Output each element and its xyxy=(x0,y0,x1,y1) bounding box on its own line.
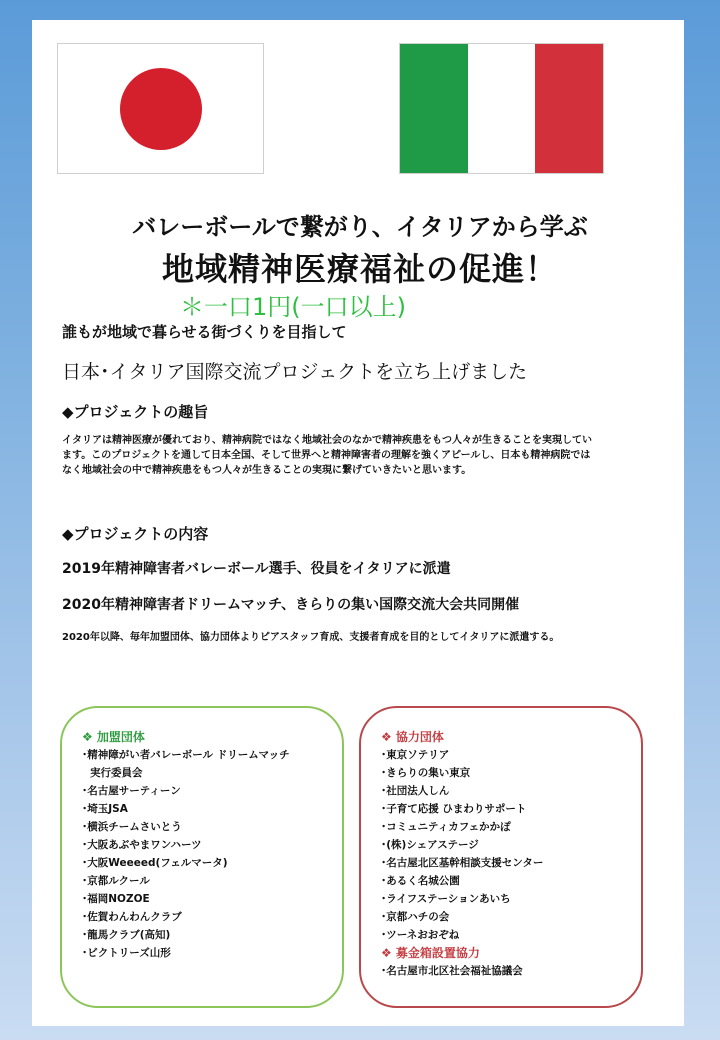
donation-price: ＊一口1円(一口以上) xyxy=(180,293,406,321)
italy-flag-green xyxy=(400,44,468,173)
member-orgs-list xyxy=(82,746,290,962)
list-item: ･東京ソテリア xyxy=(381,749,450,761)
japan-flag-disc xyxy=(120,68,202,150)
list-item: ･ツーネおおぞね xyxy=(381,929,460,941)
cooperating-orgs-list xyxy=(381,746,543,944)
poster-subtitle: バレーボールで繋がり、イタリアから学ぶ xyxy=(132,213,588,241)
list-item: ･コミュニティカフェかかぽ xyxy=(381,821,511,833)
donation-box-list xyxy=(381,962,523,980)
list-item: ･京都ハチの会 xyxy=(381,911,450,923)
list-item: ･ビクトリーズ山形 xyxy=(82,947,171,959)
content-note: 2020年以降、毎年加盟団体、協力団体よりピアスタッフ育成、支援者育成を目的としてイタリアに派遣する。 xyxy=(62,632,560,643)
italy-flag-white xyxy=(468,44,536,173)
content-item-2019: 2019年精神障害者バレーボール選手、役員をイタリアに派遣 xyxy=(62,561,451,577)
list-item: ･福岡NOZOE xyxy=(82,893,150,905)
list-item: ･名古屋サーティーン xyxy=(82,785,181,797)
list-item: ･大阪Weeeed(フェルマータ) xyxy=(82,857,228,869)
poster-title: 地域精神医療福祉の促進！ xyxy=(161,250,558,288)
goal-statement: 誰もが地域で暮らせる街づくりを目指して xyxy=(62,323,347,341)
cooperating-orgs-heading: ❖ 協力団体 xyxy=(381,730,444,744)
member-orgs-box xyxy=(60,706,344,1008)
list-item: ･きらりの集い東京 xyxy=(381,767,471,779)
japan-flag xyxy=(57,43,264,174)
list-item: ･名古屋北区基幹相談支援センター xyxy=(381,857,544,869)
italy-flag-red xyxy=(535,44,603,173)
list-item: ･龍馬クラブ(高知) xyxy=(82,929,171,941)
list-item: ･埼玉JSA xyxy=(82,803,128,815)
list-item: ･大阪あぶやまワンハーツ xyxy=(82,839,202,851)
content-item-2020: 2020年精神障害者ドリームマッチ、きらりの集い国際交流大会共同開催 xyxy=(62,597,520,613)
purpose-text: イタリアは精神医療が優れており、精神病院ではなく地域社会のなかで精神疾患をもつ人々が生きることを実現しています。このプロジェクトを通して日本全国、そして世界へと精神障害者の理解を強くアピールし、日本も精神病院ではなく地域社会の中で精神疾患をもつ人々が生きることの実現に繋げていきたいと思います。 xyxy=(62,435,592,476)
donation-box-heading: ❖ 募金箱設置協力 xyxy=(381,946,480,960)
list-item: ･横浜チームさいとう xyxy=(82,821,182,833)
cooperating-orgs-box xyxy=(359,706,643,1008)
list-item: ･あるく名城公園 xyxy=(381,875,460,887)
list-item: ･社団法人しん xyxy=(381,785,450,797)
list-item: ･名古屋市北区社会福祉協議会 xyxy=(381,965,523,977)
list-item: ･子育て応援 ひまわりサポート xyxy=(381,803,527,815)
content-heading: ◆プロジェクトの内容 xyxy=(62,525,209,543)
italy-flag xyxy=(399,43,604,174)
launch-statement: 日本･イタリア国際交流プロジェクトを立ち上げました xyxy=(62,361,528,383)
list-item: ･(株)シェアステージ xyxy=(381,839,479,851)
list-item: 実行委員会 xyxy=(90,767,143,779)
list-item: ･精神障がい者バレーボール ドリームマッチ xyxy=(82,749,290,761)
member-orgs-heading: ❖ 加盟団体 xyxy=(82,730,145,744)
list-item: ･佐賀わんわんクラブ xyxy=(82,911,182,923)
list-item: ･ライフステーションあいち xyxy=(381,893,511,905)
list-item: ･京都ルクール xyxy=(82,875,150,887)
purpose-heading: ◆プロジェクトの趣旨 xyxy=(62,403,209,421)
